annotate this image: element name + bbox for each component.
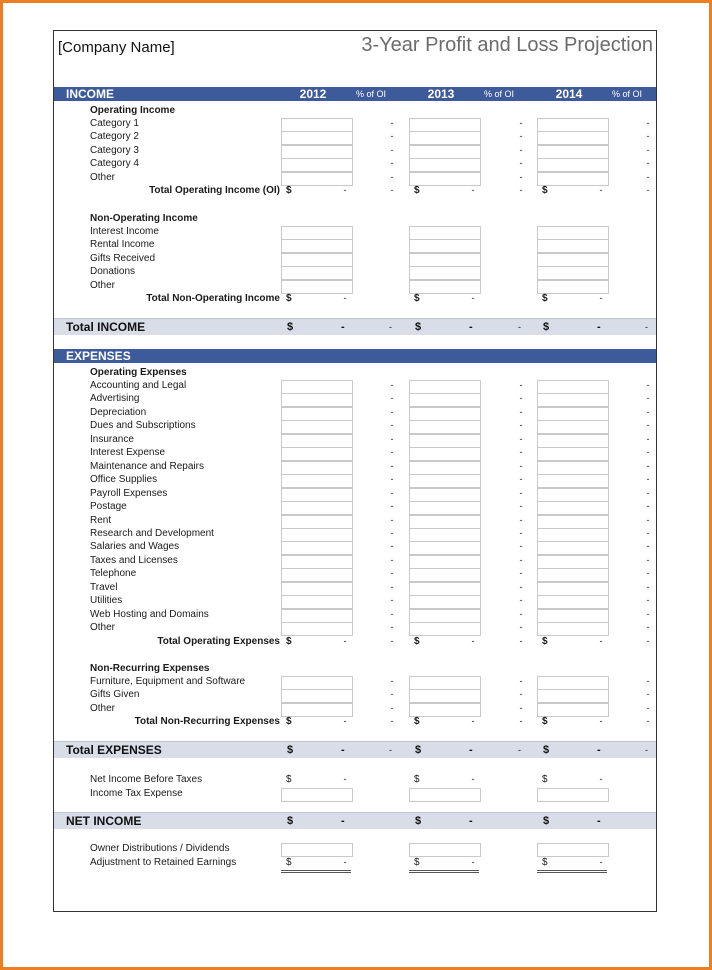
total-expenses-label: Total EXPENSES xyxy=(66,743,162,757)
pct-value: - xyxy=(519,541,523,552)
currency-symbol: $ xyxy=(543,744,550,756)
total-non-recurring-expenses-label: Total Non-Recurring Expenses xyxy=(134,716,280,727)
income-label: INCOME xyxy=(66,87,114,101)
currency-symbol: $ xyxy=(414,857,420,868)
operating-expense-item-label: Dues and Subscriptions xyxy=(90,420,196,432)
pct-value: - xyxy=(390,622,394,633)
net-income-label: NET INCOME xyxy=(66,814,142,828)
line-item xyxy=(54,688,656,701)
owner-distributions-input-2014[interactable] xyxy=(537,843,609,857)
pct-value: - xyxy=(646,447,650,458)
pct-value: - xyxy=(646,171,650,182)
double-underline xyxy=(537,867,607,873)
pct-value: - xyxy=(519,716,523,726)
total-value: - xyxy=(343,636,347,646)
pct-value: - xyxy=(646,636,650,646)
net-income-before-taxes-label: Net Income Before Taxes xyxy=(90,774,203,785)
line-item xyxy=(54,567,656,580)
total-value: - xyxy=(471,185,475,195)
currency-symbol: $ xyxy=(543,815,550,827)
pct-value: - xyxy=(519,447,523,458)
pct-value: - xyxy=(645,745,648,755)
year-header-2012: 2012 xyxy=(299,87,327,101)
pct-value: - xyxy=(390,636,394,646)
pct-value: - xyxy=(519,185,523,195)
pct-value: - xyxy=(390,595,394,606)
currency-symbol: $ xyxy=(542,857,548,868)
pct-value: - xyxy=(646,608,650,619)
total-non-operating-income-label: Total Non-Operating Income xyxy=(146,293,280,304)
pct-value: - xyxy=(646,393,650,404)
non-recurring-expenses-header xyxy=(54,662,656,675)
pct-value: - xyxy=(390,716,394,726)
pct-value: - xyxy=(646,406,650,417)
total-value: - xyxy=(471,716,475,726)
pct-value: - xyxy=(519,171,523,182)
pct-value: - xyxy=(390,131,394,142)
currency-symbol: $ xyxy=(287,815,294,827)
pct-value: - xyxy=(390,393,394,404)
line-item xyxy=(54,265,656,278)
pct-value: - xyxy=(646,460,650,471)
total-value: - xyxy=(343,774,347,784)
owner-distributions-input-2013[interactable] xyxy=(409,843,481,857)
operating-expense-item-label: Research and Development xyxy=(90,527,214,539)
income-tax-input-2013[interactable] xyxy=(409,788,481,802)
operating-expense-item-input-2013[interactable] xyxy=(409,622,481,636)
line-item xyxy=(54,406,656,419)
pct-value: - xyxy=(390,676,394,686)
line-item xyxy=(54,419,656,432)
pct-of-oi-header: % of OI xyxy=(611,89,642,99)
total-value: - xyxy=(343,185,347,195)
operating-expenses-header-label: Operating Expenses xyxy=(90,367,187,378)
non-operating-income-item-label: Interest Income xyxy=(90,226,159,237)
total-income-label: Total INCOME xyxy=(66,320,146,334)
pct-value: - xyxy=(646,380,650,390)
pct-value: - xyxy=(519,144,523,155)
total-operating-expenses-label: Total Operating Expenses xyxy=(157,636,280,647)
operating-expense-item-label: Accounting and Legal xyxy=(90,380,187,391)
pct-value: - xyxy=(390,420,394,431)
non-recurring-expenses-header-label: Non-Recurring Expenses xyxy=(90,663,210,674)
pct-value: - xyxy=(519,527,523,538)
pct-value: - xyxy=(390,554,394,565)
line-item xyxy=(54,527,656,540)
line-item xyxy=(54,117,656,130)
expenses-label: EXPENSES xyxy=(66,349,131,363)
pct-value: - xyxy=(645,322,648,332)
operating-expense-item-label: Office Supplies xyxy=(90,474,158,486)
operating-income-item-label: Other xyxy=(90,171,116,183)
pct-value: - xyxy=(519,460,523,471)
pct-value: - xyxy=(390,527,394,538)
pct-value: - xyxy=(519,487,523,498)
total-value: - xyxy=(341,744,345,756)
owner-distributions-label: Owner Distributions / Dividends xyxy=(90,843,230,854)
currency-symbol: $ xyxy=(414,636,420,647)
currency-symbol: $ xyxy=(414,185,420,196)
total-value: - xyxy=(597,321,601,333)
pct-value: - xyxy=(389,745,392,755)
line-item xyxy=(54,252,656,265)
year-header-2013: 2013 xyxy=(427,87,455,101)
line-item xyxy=(54,581,656,594)
currency-symbol: $ xyxy=(542,185,548,196)
pct-value: - xyxy=(390,460,394,471)
total-value: - xyxy=(597,815,601,827)
total-value: - xyxy=(599,857,603,867)
line-item xyxy=(54,608,656,621)
line-item xyxy=(54,433,656,446)
operating-expense-item-label: Advertising xyxy=(90,393,140,405)
non-recurring-expense-item-label: Gifts Given xyxy=(90,689,140,701)
total-income-band xyxy=(54,318,656,335)
operating-income-item-label: Category 2 xyxy=(90,131,139,143)
currency-symbol: $ xyxy=(286,293,292,304)
pct-value: - xyxy=(519,702,523,713)
operating-income-header-label: Operating Income xyxy=(90,105,176,116)
pct-value: - xyxy=(646,514,650,525)
total-operating-income xyxy=(54,184,656,197)
currency-symbol: $ xyxy=(415,815,422,827)
non-operating-income-item-label: Donations xyxy=(90,266,136,278)
pct-value: - xyxy=(519,514,523,525)
operating-expense-item-label: Postage xyxy=(90,501,127,513)
operating-expense-item-label: Utilities xyxy=(90,595,123,607)
pct-of-oi-header: % of OI xyxy=(355,89,386,99)
pct-value: - xyxy=(646,716,650,726)
pct-value: - xyxy=(646,118,650,128)
total-value: - xyxy=(599,293,603,303)
currency-symbol: $ xyxy=(414,293,420,304)
currency-symbol: $ xyxy=(542,636,548,647)
line-item xyxy=(54,514,656,527)
total-expenses-band xyxy=(54,741,656,758)
pct-value: - xyxy=(646,581,650,592)
operating-expense-item-label: Depreciation xyxy=(90,406,147,418)
pct-value: - xyxy=(519,393,523,404)
total-value: - xyxy=(343,857,347,867)
pct-value: - xyxy=(519,595,523,606)
net-income-before-taxes-row xyxy=(54,773,656,786)
pct-value: - xyxy=(390,158,394,169)
total-value: - xyxy=(341,815,345,827)
pct-value: - xyxy=(390,185,394,195)
pct-value: - xyxy=(519,420,523,431)
income-band xyxy=(54,87,656,101)
total-value: - xyxy=(471,857,475,867)
pct-value: - xyxy=(390,118,394,128)
pct-value: - xyxy=(519,158,523,169)
pct-value: - xyxy=(646,541,650,552)
line-item xyxy=(54,540,656,553)
owner-distributions-row xyxy=(54,842,656,855)
pct-value: - xyxy=(646,501,650,512)
pct-value: - xyxy=(646,527,650,538)
line-item xyxy=(54,487,656,500)
line-item xyxy=(54,594,656,607)
total-operating-income-label: Total Operating Income (OI) xyxy=(149,185,280,196)
currency-symbol: $ xyxy=(414,774,420,785)
pct-value: - xyxy=(519,636,523,646)
net-income-band xyxy=(54,812,656,829)
pct-value: - xyxy=(519,608,523,619)
total-value: - xyxy=(469,321,473,333)
total-value: - xyxy=(599,636,603,646)
total-value: - xyxy=(599,716,603,726)
total-value: - xyxy=(469,744,473,756)
line-item xyxy=(54,460,656,473)
total-value: - xyxy=(597,744,601,756)
pct-value: - xyxy=(646,487,650,498)
pct-value: - xyxy=(390,501,394,512)
pct-value: - xyxy=(519,554,523,565)
pct-value: - xyxy=(390,433,394,444)
pct-value: - xyxy=(518,745,521,755)
total-non-recurring-expenses xyxy=(54,715,656,728)
currency-symbol: $ xyxy=(286,636,292,647)
pct-value: - xyxy=(646,144,650,155)
pct-value: - xyxy=(390,541,394,552)
pct-value: - xyxy=(519,676,523,686)
currency-symbol: $ xyxy=(542,716,548,727)
pct-value: - xyxy=(519,568,523,579)
pct-value: - xyxy=(390,581,394,592)
operating-income-item-label: Category 1 xyxy=(90,118,139,129)
pct-value: - xyxy=(390,380,394,390)
pct-value: - xyxy=(519,380,523,390)
line-item xyxy=(54,157,656,170)
total-value: - xyxy=(599,185,603,195)
total-value: - xyxy=(343,293,347,303)
pct-value: - xyxy=(519,474,523,485)
operating-income-header xyxy=(54,104,656,117)
pct-value: - xyxy=(390,689,394,700)
line-item xyxy=(54,171,656,184)
currency-symbol: $ xyxy=(286,185,292,196)
pct-value: - xyxy=(390,474,394,485)
non-operating-income-header-label: Non-Operating Income xyxy=(90,213,198,224)
line-item xyxy=(54,473,656,486)
pct-value: - xyxy=(646,689,650,700)
income-tax-expense-row xyxy=(54,787,656,800)
pct-value: - xyxy=(519,118,523,128)
pct-value: - xyxy=(518,322,521,332)
non-operating-income-item-label: Rental Income xyxy=(90,239,155,251)
operating-expense-item-label: Salaries and Wages xyxy=(90,541,180,553)
pct-value: - xyxy=(390,608,394,619)
non-operating-income-header xyxy=(54,212,656,225)
expenses-band xyxy=(54,349,656,363)
non-operating-income-item-label: Gifts Received xyxy=(90,252,156,264)
retained-earnings-label: Adjustment to Retained Earnings xyxy=(90,857,237,868)
pct-value: - xyxy=(646,433,650,444)
non-operating-income-item-label: Other xyxy=(90,279,116,291)
pct-value: - xyxy=(646,158,650,169)
currency-symbol: $ xyxy=(286,774,292,785)
currency-symbol: $ xyxy=(287,321,294,333)
pct-value: - xyxy=(519,433,523,444)
currency-symbol: $ xyxy=(414,716,420,727)
pct-value: - xyxy=(390,514,394,525)
double-underline xyxy=(409,867,479,873)
currency-symbol: $ xyxy=(286,716,292,727)
operating-expense-item-label: Web Hosting and Domains xyxy=(90,608,209,620)
operating-expense-item-input-2012[interactable] xyxy=(281,622,353,636)
line-item xyxy=(54,379,656,392)
pct-value: - xyxy=(519,406,523,417)
pct-value: - xyxy=(646,420,650,431)
double-underline xyxy=(281,867,351,873)
pct-value: - xyxy=(519,501,523,512)
currency-symbol: $ xyxy=(415,321,422,333)
currency-symbol: $ xyxy=(542,774,548,785)
operating-expenses-header xyxy=(54,366,656,379)
total-value: - xyxy=(599,774,603,784)
operating-expense-item-label: Payroll Expenses xyxy=(90,487,168,499)
operating-expense-item-label: Taxes and Licenses xyxy=(90,554,178,566)
owner-distributions-input-2012[interactable] xyxy=(281,843,353,857)
pct-value: - xyxy=(390,171,394,182)
total-value: - xyxy=(471,293,475,303)
total-non-operating-income xyxy=(54,292,656,305)
total-value: - xyxy=(469,815,473,827)
pct-value: - xyxy=(390,568,394,579)
pct-value: - xyxy=(519,689,523,700)
pct-value: - xyxy=(646,474,650,485)
currency-symbol: $ xyxy=(543,321,550,333)
line-item xyxy=(54,238,656,251)
retained-earnings-row xyxy=(54,856,656,869)
pct-value: - xyxy=(390,702,394,713)
income-tax-input-2012[interactable] xyxy=(281,788,353,802)
line-item xyxy=(54,279,656,292)
page-title: 3-Year Profit and Loss Projection xyxy=(361,34,653,56)
line-item xyxy=(54,130,656,143)
currency-symbol: $ xyxy=(287,744,294,756)
operating-expense-item-label: Travel xyxy=(90,581,118,593)
pct-value: - xyxy=(646,702,650,713)
pl-sheet xyxy=(53,30,657,912)
pct-value: - xyxy=(390,144,394,155)
total-value: - xyxy=(343,716,347,726)
non-recurring-expense-item-label: Other xyxy=(90,702,116,714)
operating-expense-item-label: Interest Expense xyxy=(90,447,166,459)
line-item xyxy=(54,621,656,634)
currency-symbol: $ xyxy=(286,857,292,868)
line-item xyxy=(54,225,656,238)
operating-expense-item-label: Insurance xyxy=(90,433,134,445)
pct-value: - xyxy=(390,406,394,417)
line-item xyxy=(54,144,656,157)
income-tax-input-2014[interactable] xyxy=(537,788,609,802)
pct-value: - xyxy=(390,487,394,498)
pct-value: - xyxy=(389,322,392,332)
operating-expense-item-input-2014[interactable] xyxy=(537,622,609,636)
total-operating-expenses xyxy=(54,635,656,648)
pct-value: - xyxy=(519,581,523,592)
pct-value: - xyxy=(646,185,650,195)
income-tax-expense-label: Income Tax Expense xyxy=(90,787,183,799)
pct-value: - xyxy=(646,554,650,565)
total-value: - xyxy=(341,321,345,333)
currency-symbol: $ xyxy=(415,744,422,756)
pct-value: - xyxy=(646,676,650,686)
line-item xyxy=(54,675,656,688)
operating-expense-item-label: Other xyxy=(90,622,116,634)
operating-income-item-label: Category 3 xyxy=(90,144,139,156)
pct-of-oi-header: % of OI xyxy=(483,89,514,99)
company-name[interactable]: [Company Name] xyxy=(58,39,175,56)
pct-value: - xyxy=(646,568,650,579)
line-item xyxy=(54,500,656,513)
pct-value: - xyxy=(519,131,523,142)
line-item xyxy=(54,392,656,405)
pct-value: - xyxy=(646,622,650,633)
pct-value: - xyxy=(519,622,523,633)
operating-income-item-label: Category 4 xyxy=(90,158,139,170)
operating-expense-item-label: Maintenance and Repairs xyxy=(90,460,204,472)
total-value: - xyxy=(471,636,475,646)
pct-value: - xyxy=(646,595,650,606)
line-item xyxy=(54,702,656,715)
pct-value: - xyxy=(646,131,650,142)
operating-expense-item-label: Rent xyxy=(90,514,112,526)
line-item xyxy=(54,554,656,567)
total-value: - xyxy=(471,774,475,784)
year-header-2014: 2014 xyxy=(555,87,583,101)
line-item xyxy=(54,446,656,459)
pct-value: - xyxy=(390,447,394,458)
currency-symbol: $ xyxy=(542,293,548,304)
operating-expense-item-label: Telephone xyxy=(90,568,137,580)
non-recurring-expense-item-label: Furniture, Equipment and Software xyxy=(90,676,246,687)
